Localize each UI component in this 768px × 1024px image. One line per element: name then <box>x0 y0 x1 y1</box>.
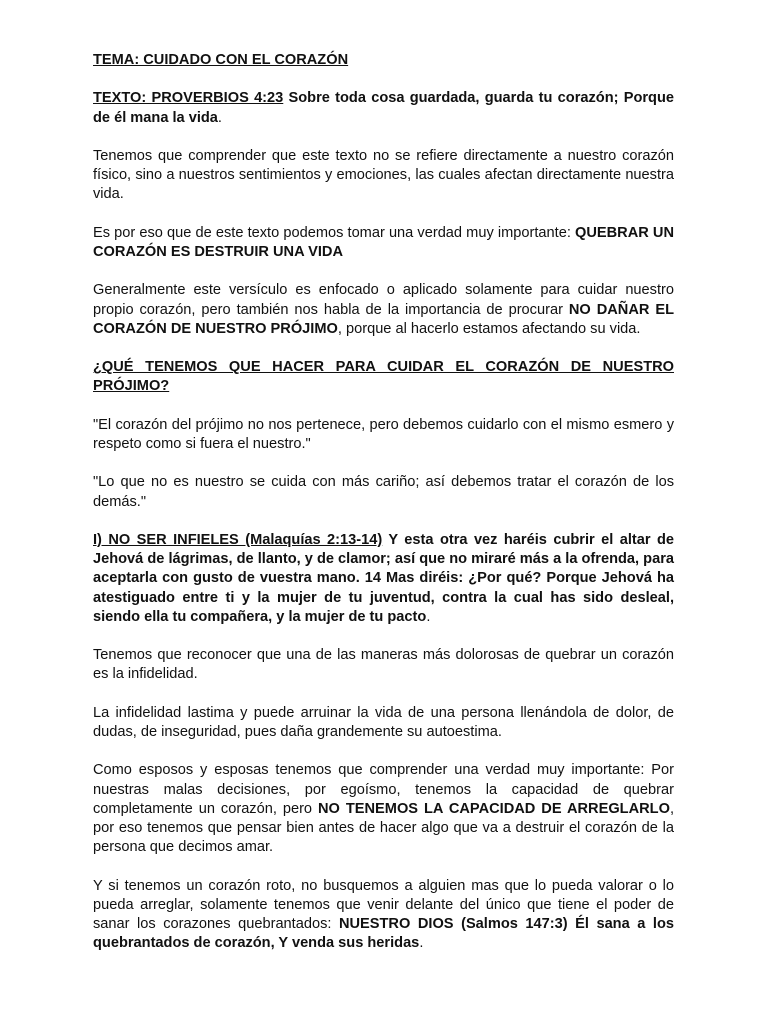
point-1 <box>93 531 674 627</box>
point-1-end: . <box>426 608 431 625</box>
texto-end: . <box>217 109 222 126</box>
question-text: ¿QUÉ TENEMOS QUE HACER PARA CUIDAR EL CORAZÓN DE NUESTRO PRÓJIMO? <box>93 359 674 395</box>
paragraph-4: Tenemos que reconocer que una de las maneras más dolorosas de quebrar un corazón es la infidelidad. <box>93 647 674 683</box>
document-title <box>93 51 674 70</box>
texto-label: TEXTO: PROVERBIOS 4:23 <box>93 90 284 107</box>
paragraph-3-text1: Generalmente este versículo es enfocado o aplicado solamente para cuidar nuestro propio corazón, pero también nos habla de la importancia de procurar <box>93 282 674 318</box>
paragraph-3-bold: NO DAÑAR EL CORAZÓN DE NUESTRO PRÓJIMO <box>93 301 674 337</box>
paragraph-7 <box>93 877 674 954</box>
paragraph-3 <box>93 281 674 339</box>
title-text: TEMA: CUIDADO CON EL CORAZÓN <box>93 52 349 68</box>
paragraph-7-text1: Y si tenemos un corazón roto, no busquemos a alguien mas que lo pueda valorar o lo pueda arreglar, solamente tenemos que venir delante del único que tiene el poder de sanar los corazones quebrantados: <box>93 877 674 932</box>
question-heading <box>93 358 674 396</box>
texto-verse: Sobre toda cosa guardada, guarda tu corazón; Porque de él mana la vida <box>93 90 675 126</box>
paragraph-2-bold: QUEBRAR UN CORAZÓN ES DESTRUIR UNA VIDA <box>93 224 674 260</box>
point-1-verse: Y esta otra vez haréis cubrir el altar de Jehová de lágrimas, de llanto, y de clamor; así que no miraré más a la ofrenda, para aceptarla con gusto de vuestra mano. 14 Mas diréis: ¿Por qué? Porque Jehová ha atestiguado entre ti y la mujer de tu juventud, contra la cual has sido desleal, siendo ella tu compañera, y la mujer de tu pacto <box>93 531 674 625</box>
paragraph-5: La infidelidad lastima y puede arruinar la vida de una persona llenándola de dolor, de dudas, de inseguridad, pues daña grandemente su autoestima. <box>93 704 674 740</box>
paragraph-6-bold: NO TENEMOS LA CAPACIDAD DE ARREGLARLO <box>318 800 670 817</box>
paragraph-3-text2: , porque al hacerlo estamos afectando su vida. <box>337 320 641 337</box>
paragraph-1: Tenemos que comprender que este texto no se refiere directamente a nuestro corazón físico, sino a nuestros sentimientos y emociones, las cuales afectan directamente nuestra vida. <box>93 147 674 203</box>
paragraph-2-text: Es por eso que de este texto podemos tomar una verdad muy importante: <box>93 224 575 241</box>
scripture-reference <box>93 89 674 127</box>
paragraph-2 <box>93 224 674 262</box>
quote-2: "Lo que no es nuestro se cuida con más cariño; así debemos tratar el corazón de los demás." <box>93 474 674 510</box>
paragraph-6-text1: Como esposos y esposas tenemos que comprender una verdad muy importante: Por nuestras malas decisiones, por egoísmo, tenemos la capacidad de quebrar completamente un corazón, pero <box>93 762 674 817</box>
quote-1: "El corazón del prójimo no nos pertenece, pero debemos cuidarlo con el mismo esmero y respeto como si fuera el nuestro." <box>93 416 674 452</box>
paragraph-7-end: . <box>419 935 424 952</box>
paragraph-7-bold: NUESTRO DIOS (Salmos 147:3) Él sana a los quebrantados de corazón, Y venda sus heridas <box>93 915 674 952</box>
paragraph-6-text2: , por eso tenemos que pensar bien antes de hacer algo que va a destruir el corazón de la persona que decimos amar. <box>93 800 674 856</box>
point-1-heading: I) NO SER INFIELES (Malaquías 2:13-14) <box>93 531 383 548</box>
paragraph-6 <box>93 761 674 857</box>
